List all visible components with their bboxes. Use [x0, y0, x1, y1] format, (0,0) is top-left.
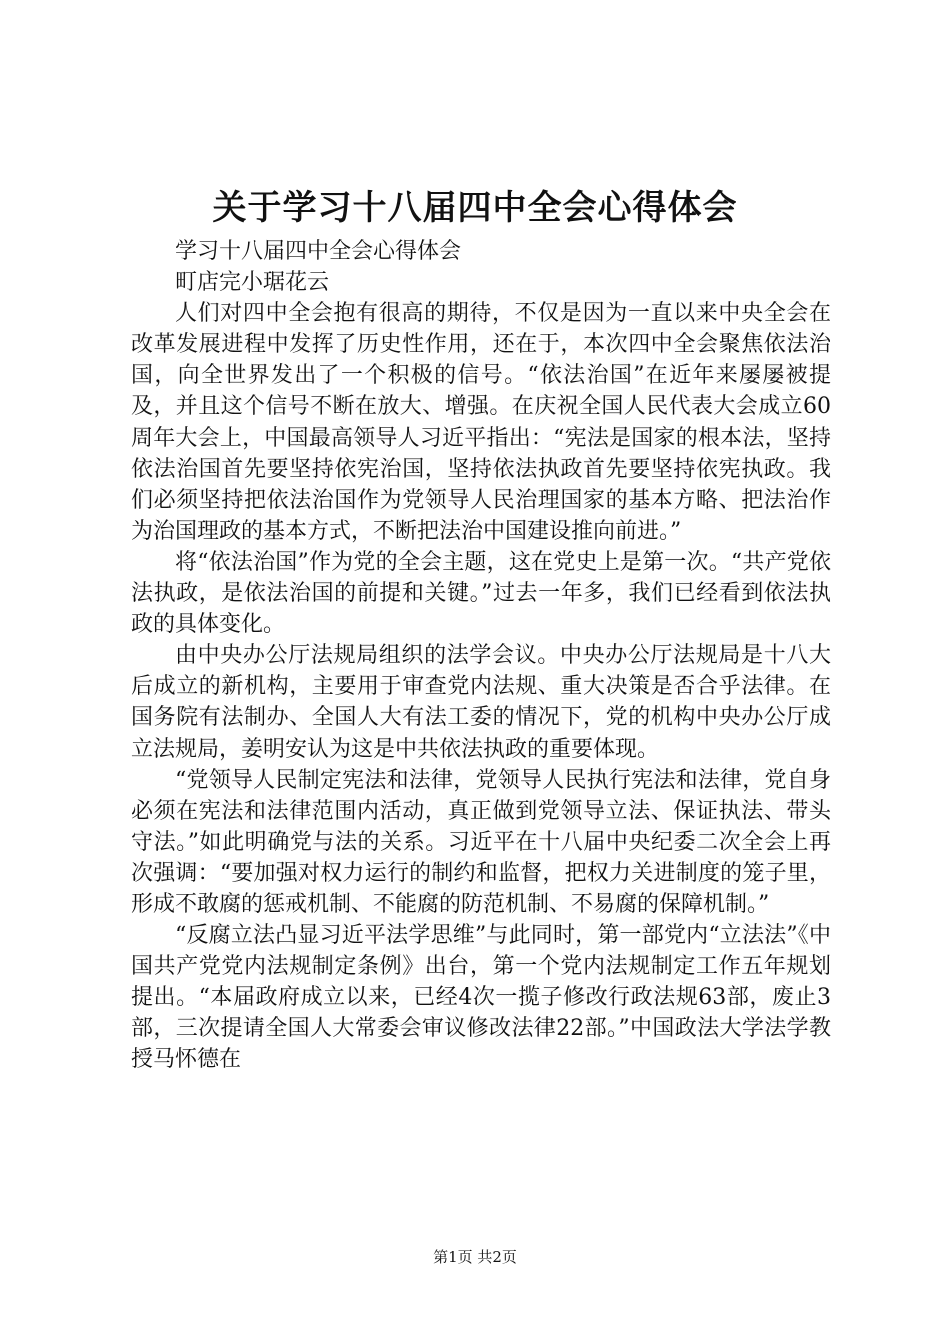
- paragraph: 由中央办公厅法规局组织的法学会议。中央办公厅法规局是十八大后成立的新机构，主要用于审查党内法规、重大决策是否合乎法律。在国务院有法制办、全国人大有法工委的情况下，党的机构中央办公厅成立法规局，姜明安认为这是中共依法执政的重要体现。: [131, 643, 831, 762]
- paragraph: “反腐立法凸显习近平法学思维”与此同时，第一部党内“立法法”《中国共产党党内法规制定条例》出台，第一个党内法规制定工作五年规划提出。“本届政府成立以来，已经4次一揽子修改行政法规63部，废止3部，三次提请全国人大常委会审议修改法律22部。”中国政法大学法学教授马怀德在: [131, 923, 831, 1073]
- document-body: [131, 236, 831, 1076]
- paragraph: 将“依法治国”作为党的全会主题，这在党史上是第一次。“共产党依法执政，是依法治国的前提和关键。”过去一年多，我们已经看到依法执政的具体变化。: [131, 549, 831, 638]
- paragraph: “党领导人民制定宪法和法律，党领导人民执行宪法和法律，党自身必须在宪法和法律范围内活动，真正做到党领导立法、保证执法、带头守法。”如此明确党与法的关系。习近平在十八届中央纪委二次全会上再次强调：“要加强对权力运行的制约和监督，把权力关进制度的笼子里，形成不敢腐的惩戒机制、不能腐的防范机制、不易腐的保障机制。”: [131, 767, 831, 917]
- paragraph: 人们对四中全会抱有很高的期待，不仅是因为一直以来中央全会在改革发展进程中发挥了历史性作用，还在于，本次四中全会聚焦依法治国，向全世界发出了一个积极的信号。“依法治国”在近年来屡屡被提及，并且这个信号不断在放大、增强。在庆祝全国人民代表大会成立60周年大会上，中国最高领导人习近平指出：“宪法是国家的根本法，坚持依法治国首先要坚持依宪治国，坚持依法执政首先要坚持依宪执政。我们必须坚持把依法治国作为党领导人民治理国家的基本方略、把法治作为治国理政的基本方式，不断把法治中国建设推向前进。”: [131, 301, 831, 544]
- page-footer: 第1页 共2页: [433, 1248, 517, 1266]
- author-line: 町店完小琚花云: [175, 270, 330, 296]
- subtitle-line: 学习十八届四中全会心得体会: [175, 239, 462, 264]
- document-title: 关于学习十八届四中全会心得体会: [212, 188, 738, 228]
